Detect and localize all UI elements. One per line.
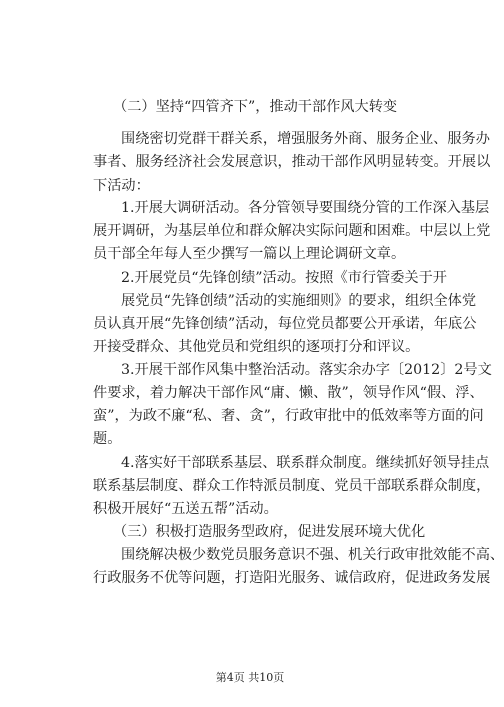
list-item-2-line: 2.开展党员“先锋创绩”活动。按照《市行管委关于开 bbox=[121, 270, 447, 286]
list-item-4-line: 4.落实好干部联系基层、联系群众制度。继续抓好领导挂点 bbox=[121, 455, 490, 471]
list-item-1-line: 员干部全年每人至少撰写一篇以上理论调研文章。 bbox=[93, 246, 406, 262]
list-item-2-line: 员认真开展“先锋创绩”活动，每位党员都要公开承诺，年底公 bbox=[93, 316, 477, 332]
list-item-4-line: 积极开展好“五送五帮”活动。 bbox=[93, 501, 278, 517]
list-item-2-line: 开接受群众、其他党员和党组织的逐项打分和评议。 bbox=[93, 339, 420, 355]
list-item-3-line: 蛮”，为政不廉“私、奢、贪”，行政审批中的低效率等方面的问 bbox=[93, 408, 484, 424]
paragraph-line: 下活动： bbox=[93, 178, 150, 194]
list-item-3-line: 题。 bbox=[93, 431, 122, 447]
list-item-1-line: 1.开展大调研活动。各分管领导要围绕分管的工作深入基层 bbox=[121, 200, 490, 216]
list-item-3-line: 件要求，着力解决干部作风“庸、懒、散”，领导作风“假、浮、 bbox=[93, 385, 484, 401]
list-item-2-line: 展党员“先锋创绩”活动的实施细则》的要求，组织全体党 bbox=[121, 293, 477, 309]
paragraph-line: 事者、服务经济社会发展意识，推动干部作风明显转变。开展以 bbox=[93, 154, 491, 170]
page-footer: 第4页 共10页 bbox=[215, 671, 285, 684]
paragraph-line: 围绕解决极少数党员服务意识不强、机关行政审批效能不高、 bbox=[121, 547, 504, 563]
list-item-3-line: 3.开展干部作风集中整治活动。落实余办字〔2012〕2号文 bbox=[121, 362, 492, 378]
paragraph-line: 围绕密切党群干群关系，增强服务外商、服务企业、服务办 bbox=[121, 131, 490, 147]
list-item-1-line: 展开调研，为基层单位和群众解决实际问题和困难。中层以上党 bbox=[93, 223, 491, 239]
section-heading-3: （三）积极打造服务型政府，促进发展环境大优化 bbox=[113, 524, 426, 540]
paragraph-line: 行政服务不优等问题，打造阳光服务、诚信政府，促进政务发展 bbox=[93, 570, 491, 586]
list-item-4-line: 联系基层制度、群众工作特派员制度、党员干部联系群众制度， bbox=[93, 478, 491, 494]
section-heading-2: （二）坚持“四管齐下”，推动干部作风大转变 bbox=[113, 99, 398, 115]
